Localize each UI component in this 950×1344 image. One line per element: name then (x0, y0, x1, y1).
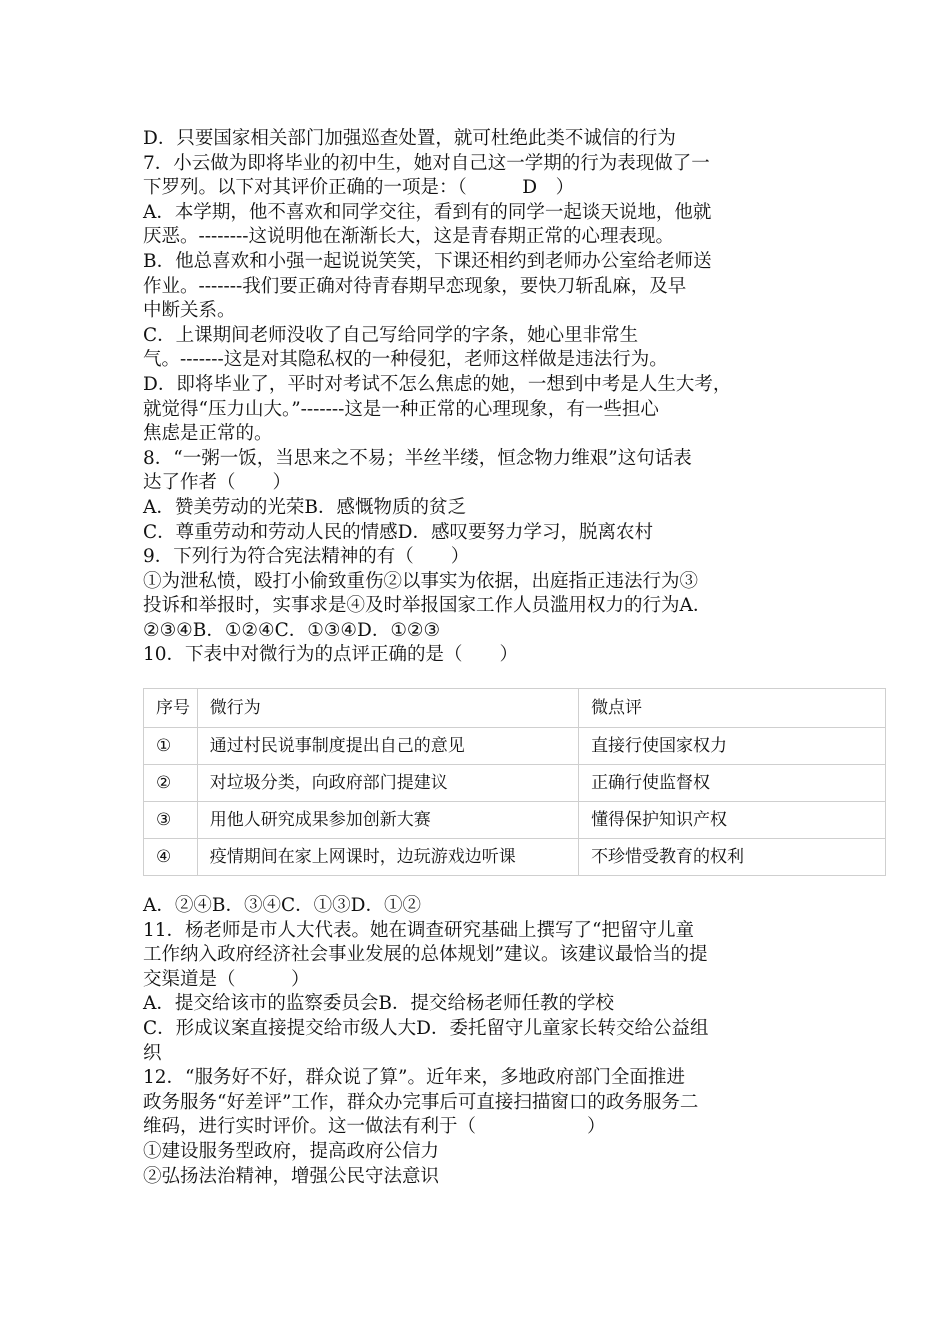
text-line: C．形成议案直接提交给市级人大D．委托留守儿童家长转交给公益组 (143, 1018, 709, 1040)
text-line: 焦虑是正常的。 (143, 423, 273, 445)
text-line: 7．小云做为即将毕业的初中生，她对自己这一学期的行为表现做了一 (143, 152, 710, 174)
text-line: ①建设服务型政府，提高政府公信力 (143, 1141, 440, 1162)
text-line: 投诉和举报时，实事求是④及时举报国家工作人员滥用权力的行为A． (143, 595, 712, 617)
text-line: 达了作者（ ） (143, 472, 292, 494)
table-cell: ① (144, 728, 198, 765)
text-line: 政务服务“好差评”工作，群众办完事后可直接扫描窗口的政务服务二 (143, 1091, 699, 1113)
text-line: D．即将毕业了，平时对考试不怎么焦虑的她，一想到中考是人生大考， (143, 373, 732, 395)
text-line: 气。-------这是对其隐私权的一种侵犯，老师这样做是违法行为。 (143, 349, 668, 371)
table-row (144, 802, 886, 839)
text-line: 9．下列行为符合宪法精神的有（ ） (143, 546, 470, 568)
micro-behavior-table (143, 688, 886, 876)
table-row (144, 765, 886, 802)
text-line: ②弘扬法治精神，增强公民守法意识 (143, 1165, 440, 1187)
table-header-cell: 序号 (144, 689, 198, 728)
table-cell: ② (144, 765, 198, 802)
text-line: C．尊重劳动和劳动人民的情感D．感叹要努力学习，脱离农村 (143, 521, 653, 543)
table-cell: 疫情期间在家上网课时，边玩游戏边听课 (197, 839, 578, 876)
table-row (144, 839, 886, 876)
table-cell: ③ (144, 802, 198, 839)
text-line: 11．杨老师是市人大代表。她在调查研究基础上撰写了“把留守儿童 (143, 919, 695, 941)
text-line: B．他总喜欢和小强一起说说笑笑，下课还相约到老师办公室给老师送 (143, 250, 712, 272)
text-line: 交渠道是（ ） (143, 968, 310, 990)
text-line: 工作纳入政府经济社会事业发展的总体规划”建议。该建议最恰当的提 (143, 944, 708, 966)
table-cell: 直接行使国家权力 (579, 728, 886, 765)
text-line: A．本学期，他不喜欢和同学交往，看到有的同学一起谈天说地，他就 (143, 201, 712, 223)
table-header-cell: 微行为 (197, 689, 578, 728)
text-line: 厌恶。--------这说明他在渐渐长大，这是青春期正常的心理表现。 (143, 226, 675, 248)
text-line: A．②④B．③④C．①③D．①② (143, 895, 421, 917)
table-row (144, 728, 886, 765)
text-block-before-table (143, 127, 843, 668)
text-line: 8．“一粥一饭，当思来之不易；半丝半缕，恒念物力维艰”这句话表 (143, 447, 692, 469)
table-cell: 正确行使监督权 (579, 765, 886, 802)
table-cell: 用他人研究成果参加创新大赛 (197, 802, 578, 839)
micro-behavior-table-wrapper (143, 688, 886, 876)
exam-content (143, 127, 843, 1189)
text-line: A．提交给该市的监察委员会B．提交给杨老师任教的学校 (143, 993, 614, 1015)
table-cell: 不珍惜受教育的权利 (579, 839, 886, 876)
table-header-row (144, 689, 886, 728)
text-line: 中断关系。 (143, 300, 236, 322)
table-header-cell: 微点评 (579, 689, 886, 728)
text-line: A．赞美劳动的光荣B．感慨物质的贫乏 (143, 496, 466, 518)
table-cell: 懂得保护知识产权 (579, 802, 886, 839)
text-line: 下罗列。以下对其评价正确的一项是：（ D ） (143, 177, 575, 199)
text-line: ②③④B．①②④C．①③④D．①②③ (143, 619, 441, 641)
table-cell: ④ (144, 839, 198, 876)
text-line: 维码，进行实时评价。这一做法有利于（ ） (143, 1116, 606, 1138)
table-cell: 对垃圾分类，向政府部门提建议 (197, 765, 578, 802)
text-line: 作业。-------我们要正确对待青春期早恋现象，要快刀斩乱麻，及早 (143, 275, 687, 297)
text-line: C．上课期间老师没收了自己写给同学的字条，她心里非常生 (143, 324, 639, 346)
text-line: ①为泄私愤，殴打小偷致重伤②以事实为依据，出庭指正违法行为③ (143, 570, 699, 592)
text-line: 织 (143, 1042, 162, 1064)
table-cell: 通过村民说事制度提出自己的意见 (197, 728, 578, 765)
text-block-after-table (143, 894, 843, 1189)
text-line: 就觉得“压力山大。”-------这是一种正常的心理现象，有一些担心 (143, 398, 659, 420)
text-line: 12．“服务好不好，群众说了算”。近年来，多地政府部门全面推进 (143, 1067, 685, 1089)
text-line: 10．下表中对微行为的点评正确的是（ ） (143, 644, 519, 666)
text-line: D．只要国家相关部门加强巡查处置，就可杜绝此类不诚信的行为 (143, 128, 676, 149)
